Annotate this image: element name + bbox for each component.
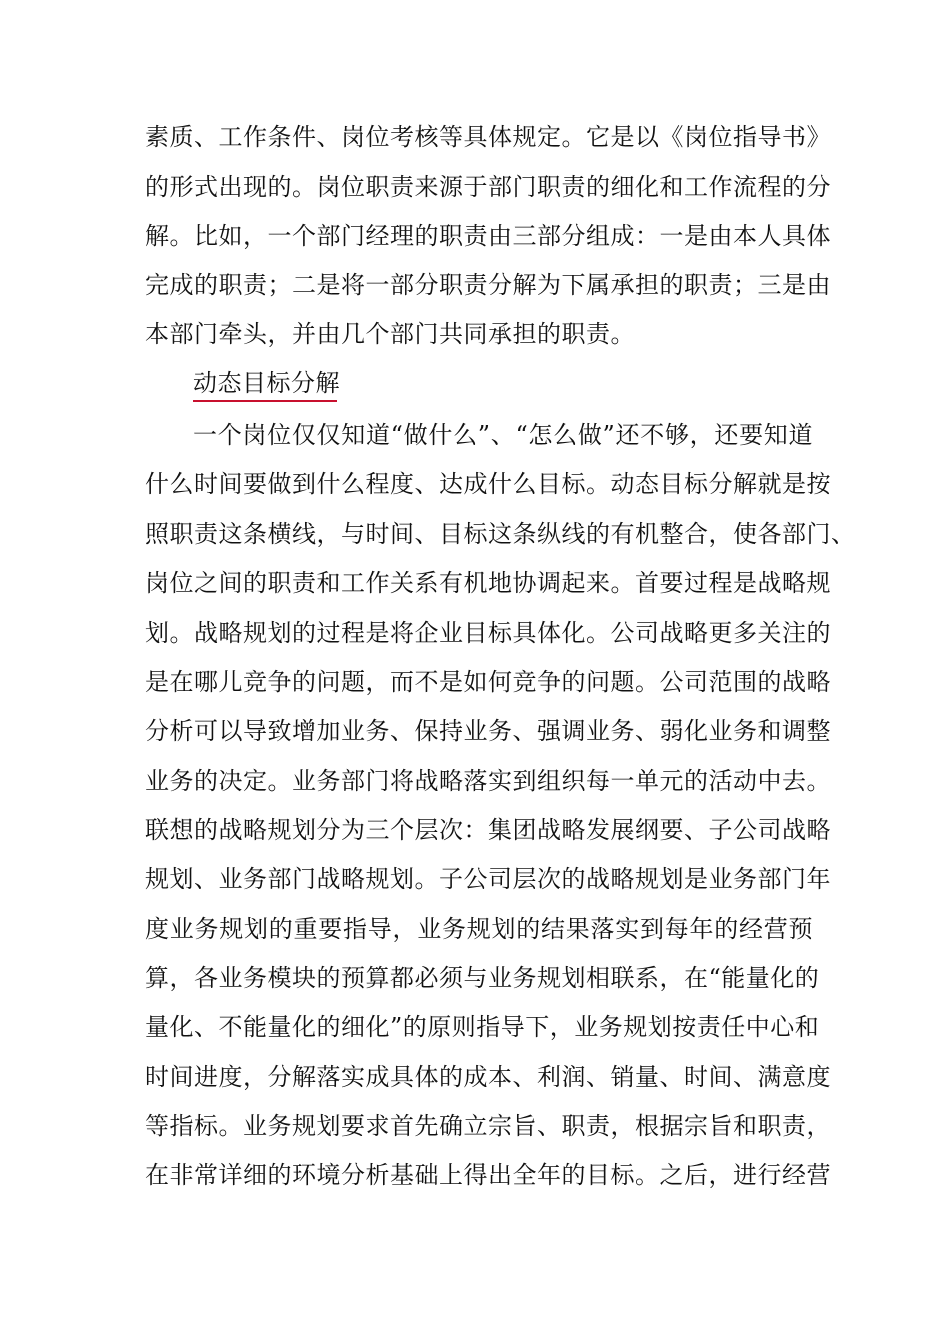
paragraph-line: 算，各业务模块的预算都必须与业务规划相联系，在“能量化的 — [145, 964, 820, 992]
paragraph-line: 分析可以导致增加业务、保持业务、强调业务、弱化业务和调整 — [145, 717, 831, 745]
paragraph-line: 规划、业务部门战略规划。子公司层次的战略规划是业务部门年 — [145, 865, 831, 893]
section-heading — [193, 368, 340, 398]
paragraph-line: 在非常详细的环境分析基础上得出全年的目标。之后，进行经营 — [145, 1161, 831, 1189]
paragraph-line: 本部门牵头，并由几个部门共同承担的职责。 — [145, 320, 635, 348]
paragraph-line: 联想的战略规划分为三个层次：集团战略发展纲要、子公司战略 — [145, 816, 831, 844]
paragraph-line: 度业务规划的重要指导，业务规划的结果落实到每年的经营预 — [145, 915, 813, 943]
document-body — [145, 0, 856, 1344]
paragraph-line: 等指标。业务规划要求首先确立宗旨、职责，根据宗旨和职责， — [145, 1112, 831, 1140]
paragraph-line: 解。比如，一个部门经理的职责由三部分组成：一是由本人具体 — [145, 222, 831, 250]
paragraph-line: 划。战略规划的过程是将企业目标具体化。公司战略更多关注的 — [145, 619, 831, 647]
heading-underline — [193, 400, 337, 402]
paragraph-line: 岗位之间的职责和工作关系有机地协调起来。首要过程是战略规 — [145, 569, 831, 597]
paragraph-line: 什么时间要做到什么程度、达成什么目标。动态目标分解就是按 — [145, 470, 831, 498]
paragraph-line: 时间进度，分解落实成具体的成本、利润、销量、时间、满意度 — [145, 1063, 831, 1091]
paragraph-line: 的形式出现的。岗位职责来源于部门职责的细化和工作流程的分 — [145, 173, 831, 201]
paragraph-line: 素质、工作条件、岗位考核等具体规定。它是以《岗位指导书》 — [145, 123, 831, 151]
paragraph-line: 是在哪儿竞争的问题，而不是如何竞争的问题。公司范围的战略 — [145, 668, 831, 696]
paragraph-line: 一个岗位仅仅知道“做什么”、“怎么做”还不够，还要知道 — [193, 421, 813, 449]
paragraph-line: 量化、不能量化的细化”的原则指导下，业务规划按责任中心和 — [145, 1013, 820, 1041]
paragraph-line: 照职责这条横线，与时间、目标这条纵线的有机整合，使各部门、 — [145, 520, 856, 548]
paragraph-line: 业务的决定。业务部门将战略落实到组织每一单元的活动中去。 — [145, 767, 831, 795]
paragraph-line: 完成的职责；二是将一部分职责分解为下属承担的职责；三是由 — [145, 271, 831, 299]
section-heading-text: 动态目标分解 — [193, 369, 340, 397]
